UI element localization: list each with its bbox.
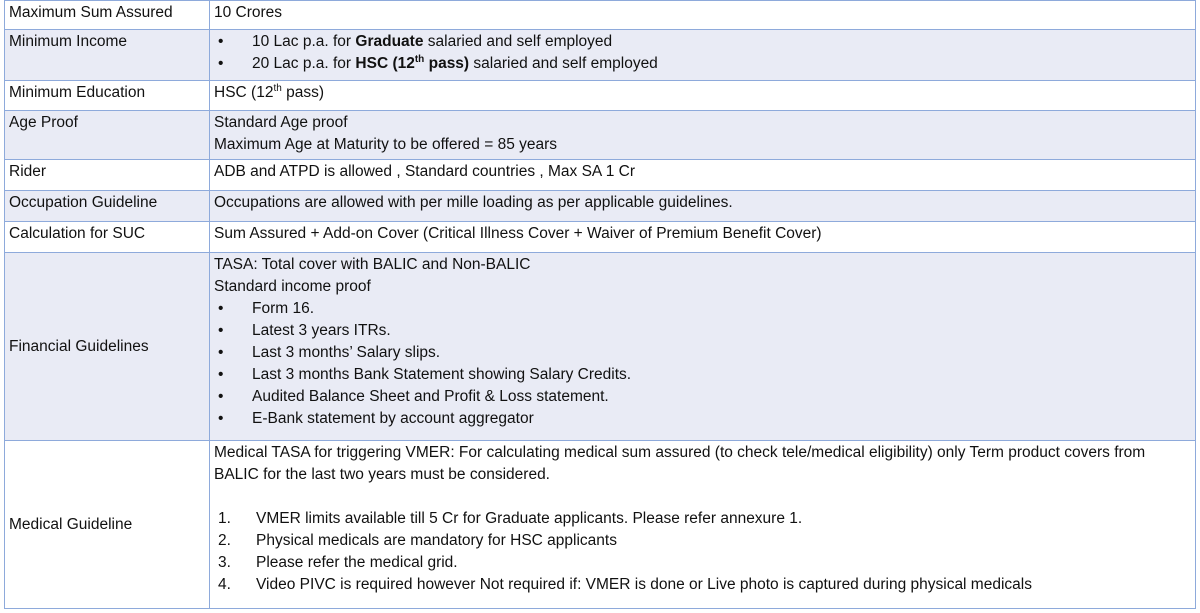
row-label: Financial Guidelines — [5, 253, 210, 441]
bullet-item: • Latest 3 years ITRs. — [214, 320, 1189, 342]
row-value: TASA: Total cover with BALIC and Non-BALIC Standard income proof • Form 16. • Latest 3 years ITRs. • Last 3 months’ Salary slips. • Last 3 months Bank Statement showing Salary Credits. • Audited Balance Sheet and Profit & Loss statement. • E-Bank statement by account aggregator — [210, 253, 1196, 441]
numbered-item: 4. Video PIVC is required however Not required if: VMER is done or Live photo is captured during physical medicals — [218, 576, 1032, 593]
row-medical-guideline — [5, 441, 1196, 609]
row-label: Minimum Education — [5, 81, 210, 111]
row-value: Standard Age proof Maximum Age at Maturity to be offered = 85 years — [210, 111, 1196, 160]
row-calculation-for-suc — [5, 222, 1196, 253]
row-label: Occupation Guideline — [5, 191, 210, 222]
row-label: Maximum Sum Assured — [5, 1, 210, 30]
bullet-mark: • — [218, 322, 224, 339]
row-minimum-education — [5, 81, 1196, 111]
row-label: Calculation for SUC — [5, 222, 210, 253]
row-financial-guidelines — [5, 253, 1196, 441]
row-value: Sum Assured + Add-on Cover (Critical Illness Cover + Waiver of Premium Benefit Cover) — [210, 222, 1196, 253]
bullet-mark: • — [218, 410, 224, 427]
medical-paragraph: Medical TASA for triggering VMER: For calculating medical sum assured (to check tele/medical eligibility) only Term product covers from BALIC for the last two years must be considered. — [214, 444, 1146, 483]
row-value: Occupations are allowed with per mille loading as per applicable guidelines. — [210, 191, 1196, 222]
bullet-item: • 10 Lac p.a. for Graduate salaried and self employed — [214, 31, 1189, 53]
bullet-mark: • — [218, 55, 224, 72]
row-value: 10 Crores — [210, 1, 1196, 30]
numbered-item: 3. Please refer the medical grid. — [218, 554, 458, 571]
numbered-item: 2. Physical medicals are mandatory for HSC applicants — [218, 532, 617, 549]
bullet-mark: • — [218, 33, 224, 50]
bullet-mark: • — [218, 300, 224, 317]
bullet-mark: • — [218, 344, 224, 361]
bullet-item: • Last 3 months’ Salary slips. — [214, 342, 1189, 364]
row-minimum-income — [5, 30, 1196, 81]
bullet-item: • Last 3 months Bank Statement showing Salary Credits. — [214, 364, 1189, 386]
bullet-item: • 20 Lac p.a. for HSC (12th pass) salaried and self employed — [214, 53, 1189, 75]
row-rider — [5, 160, 1196, 191]
bullet-item: • E-Bank statement by account aggregator — [214, 408, 1189, 430]
bullet-mark: • — [218, 366, 224, 383]
row-maximum-sum-assured — [5, 1, 1196, 30]
row-label: Minimum Income — [5, 30, 210, 81]
row-value — [210, 441, 1196, 609]
row-label: Medical Guideline — [5, 441, 210, 609]
row-age-proof — [5, 111, 1196, 160]
row-value — [210, 30, 1196, 81]
bullet-item: • Audited Balance Sheet and Profit & Loss statement. — [214, 386, 1189, 408]
row-value: ADB and ATPD is allowed , Standard countries , Max SA 1 Cr — [210, 160, 1196, 191]
bullet-mark: • — [218, 388, 224, 405]
underwriting-guidelines-table — [4, 0, 1196, 609]
row-occupation-guideline — [5, 191, 1196, 222]
row-label: Age Proof — [5, 111, 210, 160]
row-label: Rider — [5, 160, 210, 191]
numbered-item: 1. VMER limits available till 5 Cr for Graduate applicants. Please refer annexure 1. — [218, 510, 803, 527]
bullet-item: • Form 16. — [214, 298, 1189, 320]
row-value: HSC (12th pass) — [210, 81, 1196, 111]
